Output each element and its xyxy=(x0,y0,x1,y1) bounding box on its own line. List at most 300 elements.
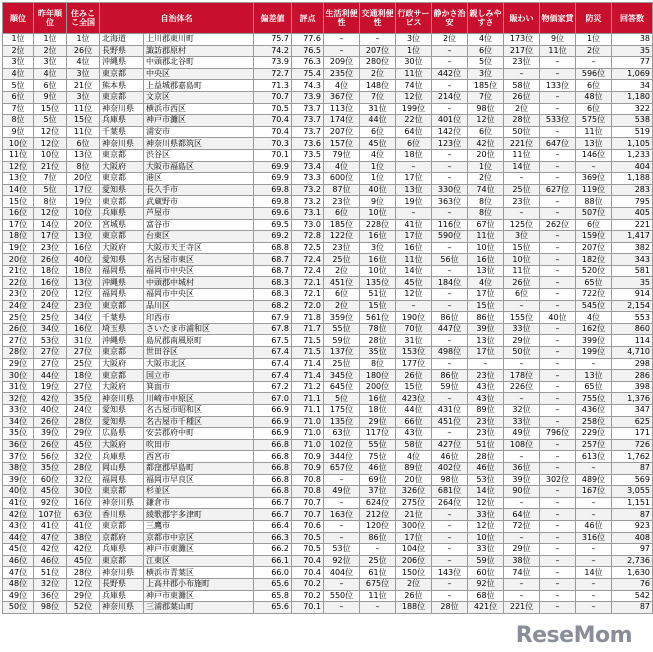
table-cell: 印西市 xyxy=(144,312,254,324)
table-cell: 157位 xyxy=(324,138,360,150)
table-cell: 70.5 xyxy=(292,544,324,556)
table-cell: 4位 xyxy=(67,57,100,69)
table-cell: 69.9 xyxy=(254,161,292,173)
table-cell: 14位 xyxy=(468,486,504,498)
table-cell: 9位 xyxy=(34,91,67,103)
table-cell: 70.5 xyxy=(254,103,292,115)
table-row xyxy=(3,335,653,347)
table-cell: 451位 xyxy=(324,277,360,289)
table-cell: 50位 xyxy=(3,602,34,614)
table-cell: 69.2 xyxy=(254,231,292,243)
table-cell: 世田谷区 xyxy=(144,347,254,359)
table-cell: 神戸市灘区 xyxy=(144,115,254,127)
table-cell: 76.5 xyxy=(292,45,324,57)
table-cell: – xyxy=(540,509,576,521)
table-cell: 66.9 xyxy=(254,416,292,428)
table-cell: 70位 xyxy=(396,323,432,335)
table-cell: 49位 xyxy=(3,590,34,602)
table-cell: 28位 xyxy=(67,462,100,474)
table-cell: 東京都 xyxy=(100,486,144,498)
table-cell: 175位 xyxy=(324,405,360,417)
table-cell: 613位 xyxy=(576,451,612,463)
table-cell: 6位 xyxy=(67,138,100,150)
table-cell: 18位 xyxy=(67,265,100,277)
table-cell: 207位 xyxy=(576,242,612,254)
table-cell: 45位 xyxy=(396,277,432,289)
table-cell: 68位 xyxy=(468,590,504,602)
table-cell: 14位 xyxy=(504,161,540,173)
table-cell: 65位 xyxy=(576,381,612,393)
table-cell: 67.8 xyxy=(254,323,292,335)
table-cell: 26位 xyxy=(504,277,540,289)
table-cell: 神奈川県 xyxy=(100,497,144,509)
table-cell: 46位 xyxy=(34,555,67,567)
table-cell: 73.6 xyxy=(292,138,324,150)
table-cell: 257位 xyxy=(576,439,612,451)
table-cell: 2位 xyxy=(468,173,504,185)
table-cell: 68.8 xyxy=(254,242,292,254)
table-cell: 1位 xyxy=(34,34,67,46)
table-cell: 363位 xyxy=(432,196,468,208)
table-cell: 中央区 xyxy=(144,68,254,80)
table-header xyxy=(3,3,653,34)
table-cell: 11位 xyxy=(3,149,34,161)
table-cell: 64位 xyxy=(396,126,432,138)
table-cell: 92位 xyxy=(468,578,504,590)
table-cell: 92位 xyxy=(34,497,67,509)
table-cell: 398 xyxy=(612,381,653,393)
table-cell: 66位 xyxy=(396,416,432,428)
table-cell: 16位 xyxy=(67,323,100,335)
table-cell: 73.7 xyxy=(292,103,324,115)
table-cell: 13位 xyxy=(576,370,612,382)
table-cell: 25位 xyxy=(34,312,67,324)
table-cell: 川崎市中原区 xyxy=(144,393,254,405)
table-cell: – xyxy=(432,393,468,405)
table-cell: 40位 xyxy=(360,184,396,196)
table-cell: 89位 xyxy=(396,462,432,474)
table-cell: 40位 xyxy=(540,312,576,324)
table-cell: 34位 xyxy=(67,312,100,324)
table-cell: 中頭郡北谷町 xyxy=(144,57,254,69)
table-body xyxy=(3,34,653,614)
table-cell: 26位 xyxy=(34,416,67,428)
table-cell: 2位 xyxy=(396,578,432,590)
table-cell: – xyxy=(504,207,540,219)
table-cell: 1位 xyxy=(576,34,612,46)
table-cell: 275位 xyxy=(396,497,432,509)
table-cell: 沖縄県 xyxy=(100,277,144,289)
table-cell: 3位 xyxy=(396,34,432,46)
table-cell: 71.8 xyxy=(292,312,324,324)
table-cell: 東京都 xyxy=(100,173,144,185)
table-cell: 73.9 xyxy=(292,91,324,103)
table-cell: 69.8 xyxy=(254,196,292,208)
table-cell: – xyxy=(540,578,576,590)
table-row xyxy=(3,254,653,266)
table-cell: 423位 xyxy=(396,393,432,405)
table-cell: 35位 xyxy=(360,347,396,359)
table-row xyxy=(3,486,653,498)
table-cell: 北海道 xyxy=(100,34,144,46)
table-cell: – xyxy=(540,347,576,359)
table-cell: 品川区 xyxy=(144,300,254,312)
table-cell: 73.7 xyxy=(292,126,324,138)
table-cell: 46位 xyxy=(432,451,468,463)
table-cell: 1,376 xyxy=(612,393,653,405)
table-cell: – xyxy=(576,602,612,614)
table-cell: 東京都 xyxy=(100,231,144,243)
table-cell: 221 xyxy=(612,219,653,231)
table-cell: 86位 xyxy=(432,370,468,382)
table-cell: 13位 xyxy=(67,231,100,243)
table-cell: 69.6 xyxy=(254,207,292,219)
table-cell: – xyxy=(324,602,360,614)
table-cell: – xyxy=(432,590,468,602)
table-cell: – xyxy=(540,567,576,579)
table-cell: 228位 xyxy=(360,219,396,231)
table-row xyxy=(3,393,653,405)
table-cell: 大阪市福島区 xyxy=(144,161,254,173)
table-cell: 343 xyxy=(612,254,653,266)
table-cell: 369位 xyxy=(576,173,612,185)
table-cell: 11位 xyxy=(540,45,576,57)
table-cell: – xyxy=(576,509,612,521)
table-cell: 402位 xyxy=(432,462,468,474)
header-row xyxy=(3,3,653,34)
table-cell: 73.0 xyxy=(292,219,324,231)
table-cell: 59位 xyxy=(432,381,468,393)
table-cell: 74位 xyxy=(468,184,504,196)
table-cell: 28位 xyxy=(3,347,34,359)
table-cell: 624位 xyxy=(360,497,396,509)
table-cell: 581 xyxy=(612,265,653,277)
table-row xyxy=(3,207,653,219)
table-cell: 福岡市早良区 xyxy=(144,474,254,486)
table-cell: 66.1 xyxy=(254,555,292,567)
table-row xyxy=(3,138,653,150)
table-cell: – xyxy=(360,34,396,46)
table-cell: 4位 xyxy=(324,80,360,92)
table-cell: 264位 xyxy=(432,497,468,509)
table-cell: 322 xyxy=(612,103,653,115)
table-cell: 西宮市 xyxy=(144,451,254,463)
table-cell: 19位 xyxy=(34,381,67,393)
table-cell: 137位 xyxy=(324,347,360,359)
table-cell: 愛知県 xyxy=(100,405,144,417)
table-cell: 上益城郡嘉島町 xyxy=(144,80,254,92)
table-cell: 三鷹市 xyxy=(144,520,254,532)
table-cell: 大阪市北区 xyxy=(144,358,254,370)
table-cell: 29位 xyxy=(3,358,34,370)
table-row xyxy=(3,578,653,590)
resemom-watermark: ReseMom xyxy=(515,623,632,648)
table-row xyxy=(3,57,653,69)
table-cell: 914 xyxy=(612,289,653,301)
header-cell: 親しみやすさ xyxy=(468,3,504,34)
table-cell: 14位 xyxy=(576,567,612,579)
table-cell: 344位 xyxy=(324,451,360,463)
table-cell: 1,233 xyxy=(612,149,653,161)
table-cell: 66.0 xyxy=(254,567,292,579)
table-cell: 40位 xyxy=(3,486,34,498)
table-cell: 26位 xyxy=(34,254,67,266)
table-cell: 58位 xyxy=(396,439,432,451)
table-cell: – xyxy=(540,207,576,219)
header-cell: 自治体名 xyxy=(100,3,254,34)
table-cell: 神奈川県 xyxy=(100,567,144,579)
table-cell: – xyxy=(504,451,540,463)
table-cell: 35位 xyxy=(67,393,100,405)
table-cell: 283 xyxy=(612,184,653,196)
table-cell: 29位 xyxy=(504,335,540,347)
table-cell: 34位 xyxy=(3,416,34,428)
table-cell: 4位 xyxy=(3,68,34,80)
table-cell: 114 xyxy=(612,335,653,347)
table-cell: 大阪府 xyxy=(100,358,144,370)
table-cell: 44位 xyxy=(34,370,67,382)
table-cell: 11位 xyxy=(360,590,396,602)
table-cell: 119位 xyxy=(576,184,612,196)
table-cell: 45位 xyxy=(360,138,396,150)
table-cell: 120位 xyxy=(360,520,396,532)
table-cell: 35位 xyxy=(34,462,67,474)
table-cell: 16位 xyxy=(360,254,396,266)
table-cell: 498位 xyxy=(432,347,468,359)
table-cell: 625 xyxy=(612,416,653,428)
table-cell: – xyxy=(540,149,576,161)
table-cell: 沖縄県 xyxy=(100,57,144,69)
table-row xyxy=(3,231,653,243)
table-cell: 86位 xyxy=(360,532,396,544)
table-cell: 都窪郡早島町 xyxy=(144,462,254,474)
table-cell: 25位 xyxy=(360,555,396,567)
table-cell: 5位 xyxy=(34,184,67,196)
table-cell: 20位 xyxy=(34,289,67,301)
table-cell: 69.5 xyxy=(254,219,292,231)
table-cell: 22位 xyxy=(396,115,432,127)
table-cell: 26位 xyxy=(67,45,100,57)
table-cell: 28位 xyxy=(468,451,504,463)
table-cell: 20位 xyxy=(67,173,100,185)
table-cell: 26位 xyxy=(3,323,34,335)
table-cell: 421位 xyxy=(468,602,504,614)
table-cell: 65.6 xyxy=(254,578,292,590)
table-cell: 87位 xyxy=(324,184,360,196)
table-cell: 東京都 xyxy=(100,520,144,532)
table-cell: 657位 xyxy=(324,462,360,474)
table-cell: 39位 xyxy=(504,474,540,486)
table-cell: 575位 xyxy=(576,115,612,127)
table-cell: 大阪市天王寺区 xyxy=(144,242,254,254)
table-row xyxy=(3,289,653,301)
table-cell: 27位 xyxy=(34,358,67,370)
table-cell: 48位 xyxy=(3,578,34,590)
table-cell: – xyxy=(432,57,468,69)
table-cell: 広島県 xyxy=(100,428,144,440)
table-cell: 67.4 xyxy=(254,358,292,370)
table-cell: 12位 xyxy=(34,138,67,150)
table-cell: 55位 xyxy=(324,323,360,335)
table-cell: 18位 xyxy=(34,265,67,277)
table-cell: 25位 xyxy=(324,254,360,266)
table-cell: – xyxy=(576,578,612,590)
table-cell: 207位 xyxy=(324,126,360,138)
table-cell: 180位 xyxy=(360,370,396,382)
ranking-table xyxy=(2,2,653,614)
table-cell: 福岡市中央区 xyxy=(144,265,254,277)
table-cell: 155位 xyxy=(504,312,540,324)
table-cell: – xyxy=(324,474,360,486)
table-cell: 15位 xyxy=(504,242,540,254)
table-cell: 38位 xyxy=(67,532,100,544)
table-cell: 113位 xyxy=(324,103,360,115)
table-cell: – xyxy=(540,231,576,243)
table-cell: 68.2 xyxy=(254,300,292,312)
table-cell: 280位 xyxy=(360,57,396,69)
table-cell: 11位 xyxy=(504,149,540,161)
table-cell: 89位 xyxy=(468,405,504,417)
table-cell: 627位 xyxy=(540,184,576,196)
table-cell: 24位 xyxy=(67,405,100,417)
table-cell: 23位 xyxy=(3,289,34,301)
table-cell: 63位 xyxy=(324,428,360,440)
table-cell: 88位 xyxy=(576,196,612,208)
table-cell: 長野県 xyxy=(100,45,144,57)
table-cell: 兵庫県 xyxy=(100,590,144,602)
table-cell: – xyxy=(324,578,360,590)
table-cell: 87 xyxy=(612,462,653,474)
table-cell: 9位 xyxy=(3,126,34,138)
table-cell: – xyxy=(504,358,540,370)
table-cell: 50位 xyxy=(504,126,540,138)
table-row xyxy=(3,242,653,254)
table-cell: 190位 xyxy=(396,312,432,324)
table-cell: 1位 xyxy=(3,34,34,46)
table-cell: 73.2 xyxy=(292,196,324,208)
table-cell: – xyxy=(432,335,468,347)
table-cell: 6位 xyxy=(34,80,67,92)
table-cell: 436位 xyxy=(576,405,612,417)
table-cell: 17位 xyxy=(396,532,432,544)
table-cell: 78位 xyxy=(360,323,396,335)
table-cell: 福岡県 xyxy=(100,289,144,301)
table-row xyxy=(3,370,653,382)
table-cell: 文京区 xyxy=(144,91,254,103)
table-cell: 184位 xyxy=(432,277,468,289)
table-cell: 33位 xyxy=(468,544,504,556)
table-row xyxy=(3,219,653,231)
table-cell: 綾歌郡宇多津町 xyxy=(144,509,254,521)
table-cell: 74.3 xyxy=(292,80,324,92)
table-cell: 12位 xyxy=(396,91,432,103)
table-cell: 12位 xyxy=(468,115,504,127)
table-cell: 214位 xyxy=(432,91,468,103)
table-cell: 29位 xyxy=(504,544,540,556)
table-cell: – xyxy=(432,520,468,532)
table-cell: 545位 xyxy=(576,300,612,312)
table-cell: 福岡県 xyxy=(100,474,144,486)
table-cell: 33位 xyxy=(3,405,34,417)
table-row xyxy=(3,416,653,428)
table-cell: – xyxy=(396,161,432,173)
table-cell: 302位 xyxy=(540,474,576,486)
table-cell: 107位 xyxy=(34,509,67,521)
table-cell: 72.1 xyxy=(292,277,324,289)
table-cell: 23位 xyxy=(67,300,100,312)
table-cell: 53位 xyxy=(34,335,67,347)
table-cell: 福岡県 xyxy=(100,265,144,277)
table-cell: 7位 xyxy=(34,173,67,185)
table-row xyxy=(3,497,653,509)
table-cell: 404 xyxy=(612,161,653,173)
table-cell: 東京都 xyxy=(100,347,144,359)
table-cell: 神戸市東灘区 xyxy=(144,590,254,602)
table-cell: 15位 xyxy=(396,381,432,393)
table-cell: 44位 xyxy=(360,115,396,127)
table-cell: 123位 xyxy=(432,138,468,150)
table-cell: 75.7 xyxy=(254,34,292,46)
table-cell: 590位 xyxy=(432,231,468,243)
table-cell: 23位 xyxy=(34,242,67,254)
table-cell: 渋谷区 xyxy=(144,149,254,161)
table-cell: – xyxy=(432,103,468,115)
table-cell: 6位 xyxy=(324,289,360,301)
table-cell: 359位 xyxy=(324,312,360,324)
table-cell: 東京都 xyxy=(100,68,144,80)
table-cell: 70.1 xyxy=(292,602,324,614)
table-cell: 51位 xyxy=(468,439,504,451)
table-cell: – xyxy=(540,520,576,532)
table-cell: 755位 xyxy=(576,393,612,405)
table-cell: 東京都 xyxy=(100,91,144,103)
table-cell: 36位 xyxy=(34,590,67,602)
table-cell: – xyxy=(540,254,576,266)
header-cell: 静かさ治安 xyxy=(432,3,468,34)
table-cell: 70.4 xyxy=(292,555,324,567)
table-cell: – xyxy=(432,80,468,92)
table-cell: 70.4 xyxy=(254,115,292,127)
table-row xyxy=(3,590,653,602)
table-cell: 31位 xyxy=(3,381,34,393)
table-cell: 15位 xyxy=(360,300,396,312)
table-row xyxy=(3,277,653,289)
table-cell: 133位 xyxy=(540,80,576,92)
table-cell: 286 xyxy=(612,370,653,382)
table-cell: – xyxy=(432,207,468,219)
table-cell: 34 xyxy=(612,80,653,92)
table-cell: 19位 xyxy=(67,196,100,208)
table-cell: 45位 xyxy=(67,439,100,451)
table-cell: 399位 xyxy=(576,335,612,347)
table-cell: 15位 xyxy=(34,103,67,115)
table-cell: 17位 xyxy=(468,347,504,359)
table-cell: 19位 xyxy=(3,242,34,254)
table-cell: 10位 xyxy=(468,532,504,544)
table-cell: 44位 xyxy=(3,532,34,544)
table-cell: 42位 xyxy=(3,509,34,521)
table-cell: 71.0 xyxy=(292,439,324,451)
table-cell: 21位 xyxy=(3,265,34,277)
table-cell: 1位 xyxy=(360,173,396,185)
table-cell: 97 xyxy=(612,544,653,556)
table-cell: 16位 xyxy=(34,277,67,289)
table-row xyxy=(3,347,653,359)
table-cell: 33位 xyxy=(504,323,540,335)
table-cell: 25位 xyxy=(324,358,360,370)
table-cell: 63位 xyxy=(67,509,100,521)
table-cell: 67位 xyxy=(468,219,504,231)
